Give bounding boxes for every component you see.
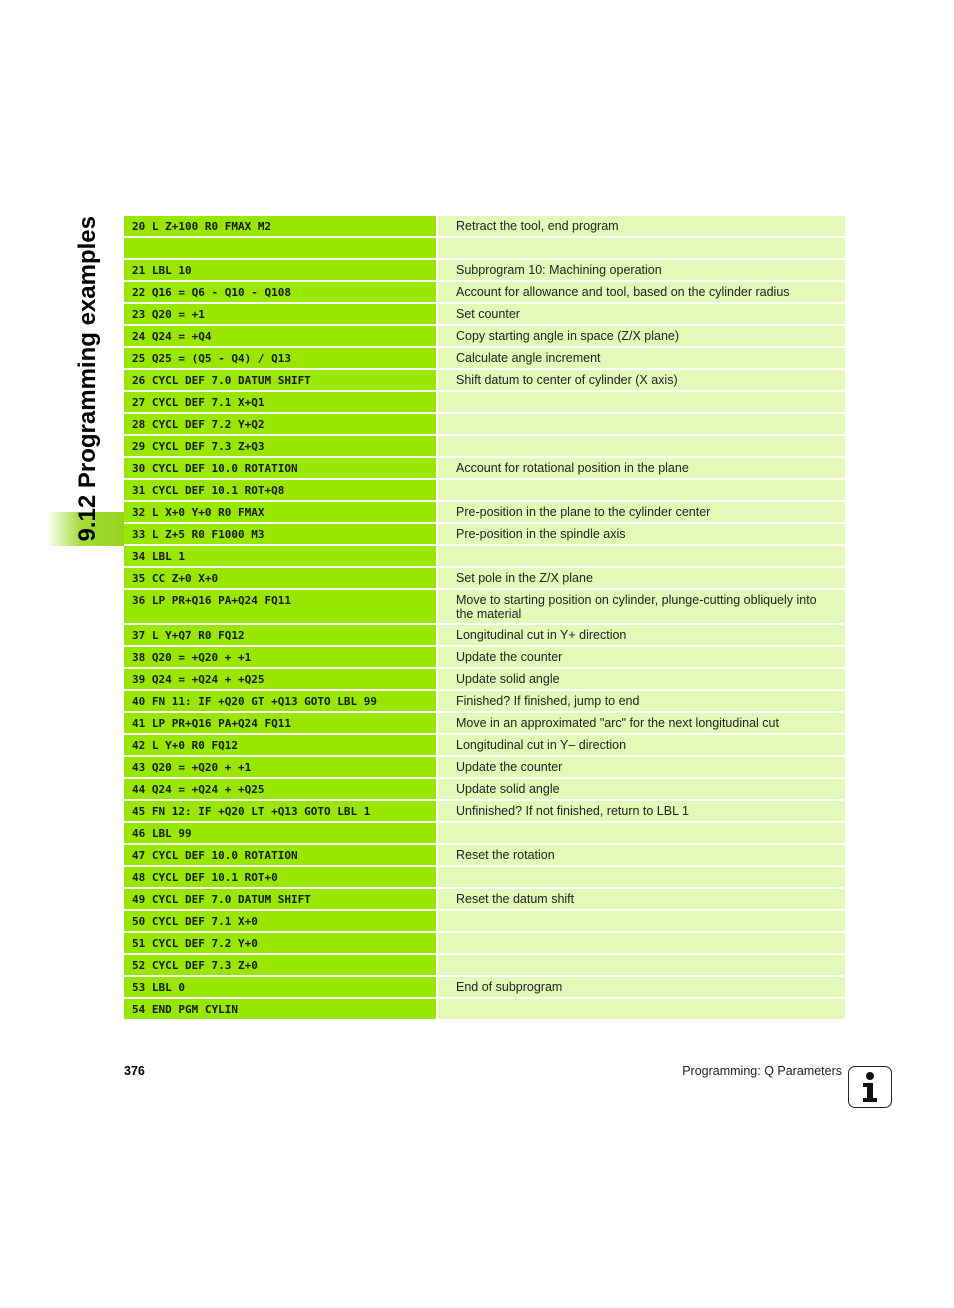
description-cell [438,480,845,500]
table-row [124,238,845,258]
nc-code-cell: 25 Q25 = (Q5 - Q4) / Q13 [124,348,438,368]
description-cell: Update the counter [438,647,845,667]
table-row [124,955,845,975]
nc-code-cell: 36 LP PR+Q16 PA+Q24 FQ11 [124,590,438,623]
description-cell: Pre-position in the spindle axis [438,524,845,544]
nc-code-cell: 35 CC Z+0 X+0 [124,568,438,588]
table-row [124,735,845,755]
table-row [124,999,845,1019]
table-row [124,867,845,887]
description-cell: Account for allowance and tool, based on the cylinder radius [438,282,845,302]
description-cell: Update solid angle [438,779,845,799]
nc-code-cell: 46 LBL 99 [124,823,438,843]
description-cell: Longitudinal cut in Y+ direction [438,625,845,645]
nc-code-cell: 38 Q20 = +Q20 + +1 [124,647,438,667]
description-cell [438,436,845,456]
nc-code-cell: 29 CYCL DEF 7.3 Z+Q3 [124,436,438,456]
description-cell: Retract the tool, end program [438,216,845,236]
table-row [124,713,845,733]
table-row [124,845,845,865]
description-cell: Unfinished? If not finished, return to LBL 1 [438,801,845,821]
chapter-title: Programming: Q Parameters [682,1064,842,1078]
table-row [124,480,845,500]
nc-code-cell: 23 Q20 = +1 [124,304,438,324]
nc-code-cell: 31 CYCL DEF 10.1 ROT+Q8 [124,480,438,500]
description-cell [438,911,845,931]
description-cell: Pre-position in the plane to the cylinder center [438,502,845,522]
table-row [124,216,845,236]
nc-code-cell: 24 Q24 = +Q4 [124,326,438,346]
nc-code-cell: 41 LP PR+Q16 PA+Q24 FQ11 [124,713,438,733]
nc-code-cell: 28 CYCL DEF 7.2 Y+Q2 [124,414,438,434]
nc-code-cell: 32 L X+0 Y+0 R0 FMAX [124,502,438,522]
info-glyph [855,1070,885,1104]
page-number: 376 [124,1064,145,1078]
nc-code-cell: 49 CYCL DEF 7.0 DATUM SHIFT [124,889,438,909]
description-cell [438,238,845,258]
table-row [124,779,845,799]
section-title: 9.12 Programming examples [74,216,101,542]
nc-code-cell: 43 Q20 = +Q20 + +1 [124,757,438,777]
table-row [124,392,845,412]
nc-code-cell: 34 LBL 1 [124,546,438,566]
program-listing-body [124,216,845,1019]
table-row [124,568,845,588]
description-cell: Reset the datum shift [438,889,845,909]
description-cell: Copy starting angle in space (Z/X plane) [438,326,845,346]
description-cell: Finished? If finished, jump to end [438,691,845,711]
table-row [124,669,845,689]
description-cell: Move in an approximated "arc" for the next longitudinal cut [438,713,845,733]
description-cell: Account for rotational position in the plane [438,458,845,478]
nc-code-cell: 52 CYCL DEF 7.3 Z+0 [124,955,438,975]
description-cell [438,933,845,953]
description-cell: Calculate angle increment [438,348,845,368]
table-row [124,282,845,302]
nc-code-cell: 39 Q24 = +Q24 + +Q25 [124,669,438,689]
table-row [124,370,845,390]
description-cell [438,867,845,887]
nc-code-cell: 22 Q16 = Q6 - Q10 - Q108 [124,282,438,302]
table-row [124,801,845,821]
nc-code-cell: 51 CYCL DEF 7.2 Y+0 [124,933,438,953]
description-cell: Update the counter [438,757,845,777]
table-row [124,414,845,434]
description-cell: Set pole in the Z/X plane [438,568,845,588]
table-row [124,590,845,623]
nc-code-cell: 47 CYCL DEF 10.0 ROTATION [124,845,438,865]
table-row [124,823,845,843]
table-row [124,458,845,478]
table-row [124,911,845,931]
description-cell: Set counter [438,304,845,324]
table-row [124,647,845,667]
description-cell: Longitudinal cut in Y– direction [438,735,845,755]
description-cell: Reset the rotation [438,845,845,865]
description-cell: Move to starting position on cylinder, plunge-cutting obliquely into the material [438,590,845,623]
description-cell: Subprogram 10: Machining operation [438,260,845,280]
description-cell: Shift datum to center of cylinder (X axis) [438,370,845,390]
nc-code-cell: 37 L Y+Q7 R0 FQ12 [124,625,438,645]
description-cell [438,999,845,1019]
description-cell [438,414,845,434]
nc-code-cell [124,238,438,258]
table-row [124,977,845,997]
description-cell [438,392,845,412]
nc-code-cell: 26 CYCL DEF 7.0 DATUM SHIFT [124,370,438,390]
table-row [124,348,845,368]
nc-code-cell: 44 Q24 = +Q24 + +Q25 [124,779,438,799]
table-row [124,889,845,909]
nc-code-cell: 42 L Y+0 R0 FQ12 [124,735,438,755]
table-row [124,546,845,566]
nc-code-cell: 45 FN 12: IF +Q20 LT +Q13 GOTO LBL 1 [124,801,438,821]
table-row [124,524,845,544]
nc-code-cell: 30 CYCL DEF 10.0 ROTATION [124,458,438,478]
description-cell: End of subprogram [438,977,845,997]
table-row [124,326,845,346]
table-row [124,260,845,280]
table-row [124,757,845,777]
description-cell [438,955,845,975]
description-cell: Update solid angle [438,669,845,689]
table-row [124,304,845,324]
table-row [124,502,845,522]
table-row [124,933,845,953]
table-row [124,436,845,456]
nc-code-cell: 33 L Z+5 R0 F1000 M3 [124,524,438,544]
description-cell [438,823,845,843]
nc-code-cell: 21 LBL 10 [124,260,438,280]
nc-code-cell: 27 CYCL DEF 7.1 X+Q1 [124,392,438,412]
table-row [124,691,845,711]
nc-code-cell: 50 CYCL DEF 7.1 X+0 [124,911,438,931]
nc-code-cell: 40 FN 11: IF +Q20 GT +Q13 GOTO LBL 99 [124,691,438,711]
description-cell [438,546,845,566]
nc-code-cell: 54 END PGM CYLIN [124,999,438,1019]
info-icon [848,1066,892,1108]
nc-code-cell: 53 LBL 0 [124,977,438,997]
nc-code-cell: 48 CYCL DEF 10.1 ROT+0 [124,867,438,887]
nc-code-cell: 20 L Z+100 R0 FMAX M2 [124,216,438,236]
program-listing-table [124,214,845,1021]
table-row [124,625,845,645]
